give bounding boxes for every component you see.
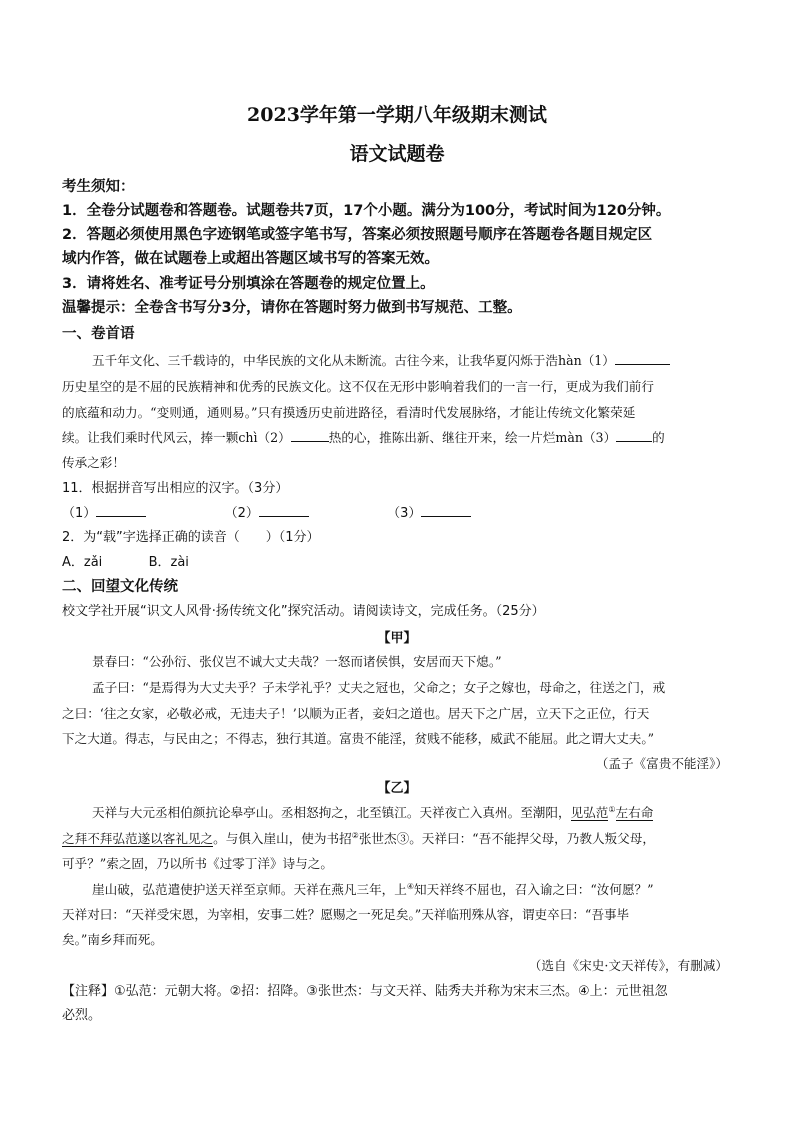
note-marker-4: ④ [406, 881, 415, 891]
jia-line-4: 下之大道。得志，与民由之；不得志，独行其道。富贵不能淫，贫贱不能移，威武不能屈。此之谓大丈夫。” [62, 731, 655, 746]
yi-line-4 [92, 879, 654, 898]
answer-blank-2[interactable] [291, 429, 329, 442]
annotation-line-2: 必烈。 [62, 1008, 102, 1023]
question-11-answers [62, 502, 471, 521]
q11-answer-1[interactable] [96, 504, 146, 517]
yi-underline-3: 之拜不拜弘范遂以客礼见之 [62, 831, 214, 846]
preface-line-1 [92, 350, 670, 369]
preface-line-4 [62, 427, 665, 446]
notice-item-2-line-1: 2．答题必须使用黑色字迹钢笔或签字笔书写，答案必须按照题号顺序在答题卷各题目规定区 [62, 227, 653, 243]
yi-line-2 [62, 828, 655, 847]
jia-line-2: 孟子曰：“是焉得为大丈夫乎？子未学礼乎？丈夫之冠也，父命之；女子之嫁也，母命之，往送之门，戒 [92, 680, 666, 695]
notice-item-1: 1．全卷分试题卷和答题卷。试题卷共7页，17个小题。满分为100分，考试时间为120分钟。 [62, 203, 671, 219]
answer-blank-3[interactable] [616, 429, 652, 442]
passage-jia-label: 【甲】 [377, 631, 417, 646]
preface-line-5: 传承之彩！ [62, 455, 125, 470]
option-b[interactable]: B．zài [148, 555, 189, 570]
yi-line-4-text-b: 知天祥终不屈也，召入谕之曰：“汝何愿？” [414, 882, 654, 897]
yi-source: （选自《宋史·文天祥传》，有删减） [528, 958, 728, 973]
preface-line-4-text-b: 热的心，推陈出新、继往开来，绘一片烂màn（3） [328, 430, 617, 445]
exam-subtitle: 语文试题卷 [349, 143, 445, 165]
yi-line-2-text-a: 。与俱入崖山，使为书招 [213, 831, 352, 846]
section2-heading: 二、回望文化传统 [62, 579, 178, 595]
note-marker-1: ① [608, 804, 616, 814]
yi-line-1-text: 天祥与大元丞相伯颜抗论皋亭山。丞相怒拘之，北至镇江。天祥夜亡入真州。至潮阳， [92, 805, 571, 820]
notice-item-3: 3．请将姓名、准考证号分别填涂在答题卷的规定位置上。 [62, 276, 435, 292]
yi-underline-1: 见弘范 [570, 805, 609, 820]
q11-answer-3[interactable] [421, 504, 471, 517]
exam-title: 2023学年第一学期八年级期末测试 [247, 104, 547, 126]
annotation-line-1: 【注释】①弘范：元朝大将。②招：招降。③张世杰：与文天祥、陆秀夫并称为宋末三杰。④上：元世祖忽 [62, 984, 668, 999]
option-a[interactable]: A．zǎi [62, 555, 103, 570]
yi-line-1 [92, 802, 653, 821]
question-2-options [62, 551, 189, 570]
jia-source: （孟子《富贵不能淫》） [595, 756, 728, 771]
notice-tip: 温馨提示：全卷含书写分3分，请你在答题时努力做到书写规范、工整。 [62, 300, 522, 316]
section2-intro: 校文学社开展“识文人风骨·扬传统文化”探究活动。请阅读诗文，完成任务。（25分） [62, 604, 545, 619]
yi-line-2-text-b: 张世杰③。天祥曰：“吾不能捍父母，乃教人叛父母， [358, 831, 655, 846]
yi-line-6: 矣。”南乡拜而死。 [62, 932, 163, 947]
yi-line-3: 可乎？”索之固，乃以所书《过零丁洋》诗与之。 [62, 856, 333, 871]
q11-label-2: （2） [224, 506, 259, 521]
question-11: 11．根据拼音写出相应的汉字。（3分） [62, 481, 289, 496]
yi-line-5: 天祥对曰：“天祥受宋恩，为宰相，安事二姓？愿赐之一死足矣。”天祥临刑殊从容，谓吏卒曰：“吾事毕 [62, 907, 630, 922]
notice-item-2-line-2: 域内作答，做在试题卷上或超出答题区域书写的答案无效。 [62, 251, 439, 267]
yi-underline-2: 左右命 [615, 805, 654, 820]
notice-heading: 考生须知： [62, 179, 135, 195]
yi-line-4-text-a: 崖山破，弘范遣使护送天祥至京师。天祥在燕凡三年，上 [92, 882, 407, 897]
q11-label-1: （1） [62, 506, 97, 521]
q11-label-3: （3） [387, 506, 422, 521]
q11-answer-2[interactable] [259, 504, 309, 517]
section1-heading: 一、卷首语 [62, 326, 135, 342]
preface-line-4-text-a: 续。让我们乘时代风云，捧一颗chì（2） [62, 430, 291, 445]
preface-line-4-text-c: 的 [652, 430, 665, 445]
jia-line-1: 景春曰：“公孙衍、张仪岂不诚大丈夫哉？一怒而诸侯惧，安居而天下熄。” [92, 654, 502, 669]
question-2: 2．为“载”字选择正确的读音（ ）（1分） [62, 530, 320, 545]
note-marker-2: ② [351, 830, 359, 840]
answer-blank-1[interactable] [615, 352, 670, 365]
passage-yi-label: 【乙】 [377, 781, 417, 796]
preface-line-3: 的底蕴和动力。“变则通，通则易。”只有摸透历史前进路径，看清时代发展脉络，才能让传统文化繁荣延 [62, 405, 636, 420]
preface-line-1-text: 五千年文化、三千载诗的，中华民族的文化从未断流。古往今来，让我华夏闪烁于浩hàn（1） [92, 353, 615, 368]
preface-line-2: 历史星空的是不屈的民族精神和优秀的民族文化。这不仅在无形中影响着我们的一言一行，更成为我们前行 [62, 379, 654, 394]
jia-line-3: 之曰：‘往之女家，必敬必戒，无违夫子！’以顺为正者，妾妇之道也。居天下之广居，立天下之正位，行天 [62, 706, 650, 721]
